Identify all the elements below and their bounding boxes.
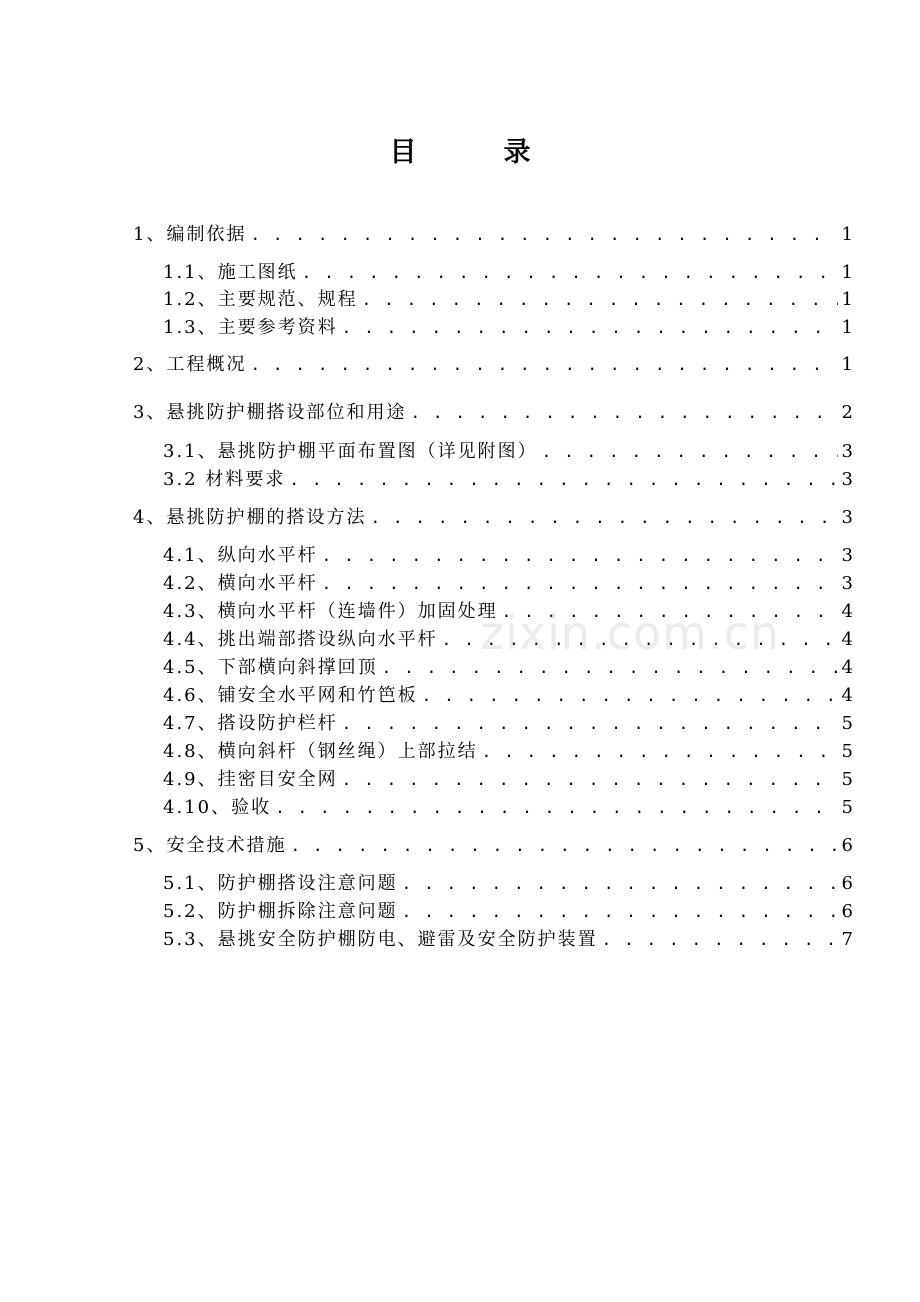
- toc-entry-text: 2、工程概况: [133, 354, 247, 375]
- toc-dot-leader: [402, 873, 838, 894]
- toc-entry-text: 3.2 材料要求: [163, 469, 286, 490]
- toc-entry-text: 1.3、主要参考资料: [163, 317, 338, 338]
- toc-page-number: 6: [841, 901, 853, 922]
- toc-entry-text: 1.1、施工图纸: [163, 262, 298, 283]
- toc-entry-text: 4.7、搭设防护栏杆: [163, 713, 338, 734]
- toc-entry-text: 4.2、横向水平杆: [163, 573, 318, 594]
- toc-entry-text: 4.3、横向水平杆（连墙件）加固处理: [163, 601, 498, 622]
- toc-page-number: 5: [841, 769, 853, 790]
- toc-entry-text: 4.1、纵向水平杆: [163, 545, 318, 566]
- toc-entry-text: 5.1、防护棚搭设注意问题: [163, 873, 398, 894]
- toc-entry[interactable]: [163, 285, 853, 311]
- toc-page-number: 3: [841, 507, 853, 528]
- toc-dot-leader: [370, 507, 837, 528]
- toc-page-number: 4: [841, 657, 853, 678]
- toc-entry-text: 3.1、悬挑防护棚平面布置图（详见附图）: [163, 441, 538, 462]
- toc-dot-leader: [342, 317, 838, 338]
- toc-entry-text: 4.6、铺安全水平网和竹笆板: [163, 685, 418, 706]
- toc-page-number: 4: [841, 685, 853, 706]
- toc-dot-leader: [542, 441, 838, 462]
- toc-entry[interactable]: [163, 569, 853, 595]
- toc-page-number: 2: [841, 402, 853, 423]
- toc-entry[interactable]: [163, 258, 853, 284]
- toc-entry[interactable]: [163, 925, 853, 951]
- toc-entry[interactable]: [163, 541, 853, 567]
- toc-page-number: 5: [841, 713, 853, 734]
- toc-entry-text: 4.9、挂密目安全网: [163, 769, 338, 790]
- toc-entry-text: 4.8、横向斜杆（钢丝绳）上部拉结: [163, 741, 478, 762]
- toc-dot-leader: [402, 901, 838, 922]
- toc-page-number: 1: [841, 354, 853, 375]
- watermark: zixin.com.cn: [480, 606, 781, 660]
- toc-dot-leader: [250, 354, 837, 375]
- toc-page-number: 4: [841, 601, 853, 622]
- toc-entry[interactable]: [163, 437, 853, 463]
- toc-entry-text: 5、安全技术措施: [133, 835, 287, 856]
- toc-entry[interactable]: [133, 398, 853, 424]
- page-title: 目 录: [389, 137, 561, 168]
- toc-page-number: 1: [841, 289, 853, 310]
- toc-page-number: 1: [841, 317, 853, 338]
- toc-entry[interactable]: [163, 709, 853, 735]
- toc-dot-leader: [482, 741, 838, 762]
- toc-entry-text: 4.4、挑出端部搭设纵向水平杆: [163, 629, 438, 650]
- toc-entry-text: 5.3、悬挑安全防护棚防电、避雷及安全防护装置: [163, 929, 598, 950]
- toc-dot-leader: [342, 769, 838, 790]
- toc-entry[interactable]: [163, 869, 853, 895]
- toc-dot-leader: [250, 224, 837, 245]
- toc-dot-leader: [342, 713, 838, 734]
- toc-page-number: 6: [841, 873, 853, 894]
- toc-entry-text: 3、悬挑防护棚搭设部位和用途: [133, 402, 407, 423]
- toc-entry-text: 4、悬挑防护棚的搭设方法: [133, 507, 367, 528]
- toc-page-number: 1: [841, 262, 853, 283]
- toc-dot-leader: [602, 929, 838, 950]
- toc-page-number: 3: [841, 469, 853, 490]
- toc-entry-text: 4.5、下部横向斜撑回顶: [163, 657, 378, 678]
- toc-dot-leader: [289, 469, 837, 490]
- toc-entry[interactable]: [133, 831, 853, 857]
- toc-page-number: 7: [841, 929, 853, 950]
- toc-dot-leader: [275, 797, 837, 818]
- toc-dot-leader: [322, 545, 838, 566]
- toc-page-number: 3: [841, 441, 853, 462]
- toc-page-number: 3: [841, 573, 853, 594]
- toc-entry[interactable]: [133, 350, 853, 376]
- toc-entry[interactable]: [133, 503, 853, 529]
- toc-dot-leader: [290, 835, 837, 856]
- toc-entry-text: 1.2、主要规范、规程: [163, 289, 358, 310]
- toc-entry-text: 1、编制依据: [133, 224, 247, 245]
- toc-entry[interactable]: [163, 765, 853, 791]
- toc-dot-leader: [382, 657, 838, 678]
- toc-entry[interactable]: [163, 793, 853, 819]
- toc-page-number: 3: [841, 545, 853, 566]
- toc-dot-leader: [410, 402, 837, 423]
- toc-page-number: 5: [841, 741, 853, 762]
- toc-entry[interactable]: [163, 313, 853, 339]
- toc-entry-text: 5.2、防护棚拆除注意问题: [163, 901, 398, 922]
- toc-entry[interactable]: [163, 681, 853, 707]
- toc-dot-leader: [422, 685, 838, 706]
- toc-entry[interactable]: [133, 220, 853, 246]
- toc-page-number: 5: [841, 797, 853, 818]
- toc-dot-leader: [302, 262, 838, 283]
- toc-page-number: 4: [841, 629, 853, 650]
- toc-entry[interactable]: [163, 897, 853, 923]
- toc-dot-leader: [322, 573, 838, 594]
- toc-page-number: 6: [841, 835, 853, 856]
- toc-entry-text: 4.10、验收: [163, 797, 272, 818]
- toc-entry[interactable]: [163, 465, 853, 491]
- toc-dot-leader: [362, 289, 838, 310]
- toc-page-number: 1: [841, 224, 853, 245]
- toc-entry[interactable]: [163, 737, 853, 763]
